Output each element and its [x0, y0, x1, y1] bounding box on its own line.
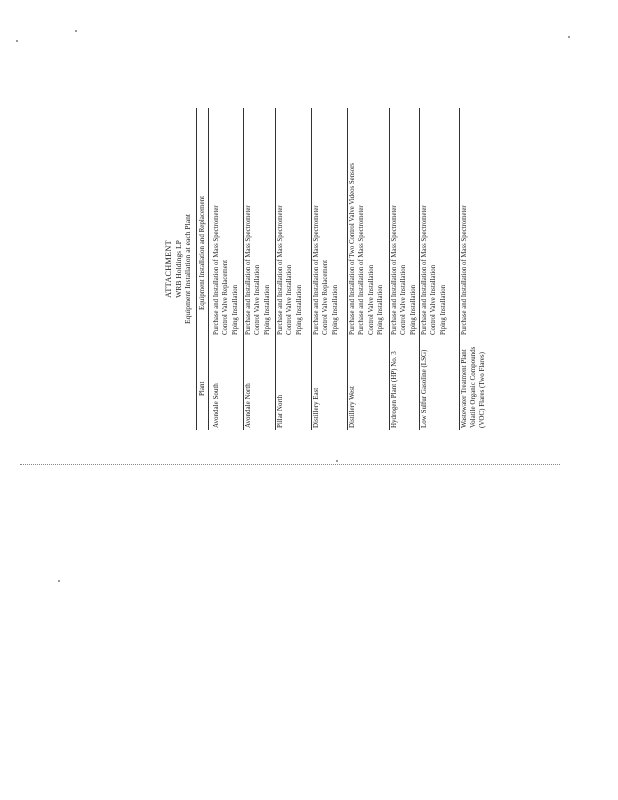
equipment-list [420, 110, 448, 335]
plant-name [460, 344, 487, 428]
header-rule [208, 108, 209, 430]
plant-name-line: Volatile Organic Compounds [469, 346, 477, 428]
equipment-item: Piping Installation [439, 284, 447, 335]
equipment-list [244, 110, 272, 335]
equipment-item: Piping Installation [376, 284, 384, 335]
equipment-item: Purchase and Installation of Two Control Valve Videos Sensors [349, 162, 356, 335]
column-header-equipment: Equipment Installation and Replacement [198, 195, 206, 310]
page-fold-line [20, 464, 560, 465]
plant-name [312, 344, 321, 428]
plant-name-line: Low Sulfur Gasoline (LSG) [420, 349, 428, 428]
table-top-rule [196, 108, 197, 430]
plant-name-line: Wastewater Treatment Plant [460, 349, 468, 428]
plant-name [390, 344, 399, 428]
column-header-plant: Plant [198, 381, 206, 396]
document-title: ATTACHMENT [164, 240, 173, 298]
equipment-item: Purchase and Installation of Mass Spectrometer [277, 205, 284, 335]
plant-name [276, 344, 285, 428]
equipment-item: Piping Installation [295, 284, 303, 335]
plant-name [348, 344, 357, 428]
equipment-item: Control Valve Installation [400, 264, 408, 335]
equipment-item: Piping Installation [263, 284, 271, 335]
equipment-item: Control Valve Replacement [322, 260, 330, 335]
plant-name [244, 344, 253, 428]
equipment-item: Purchase and Installation of Mass Spectrometer [391, 205, 398, 335]
company-name: WRB Holdings LP [174, 240, 183, 298]
scan-speck [75, 30, 77, 32]
equipment-item: Control Valve Replacement [222, 260, 230, 335]
equipment-list [276, 110, 304, 335]
plant-name-line: Avondale North [244, 383, 252, 428]
equipment-item: Control Valve Installation [367, 264, 375, 335]
rotated-page [160, 108, 542, 430]
plant-name-line: Pillar North [276, 394, 284, 428]
document-subtitle: Equipment Installation at each Plant [183, 213, 192, 325]
equipment-list [312, 110, 340, 335]
equipment-item: Purchase and Installation of Mass Spectrometer [421, 205, 428, 335]
plant-name [212, 344, 221, 428]
equipment-item: Purchase and Installation of Mass Spectrometer [213, 205, 220, 335]
equipment-list [390, 110, 418, 335]
plant-name-line: Avondale South [212, 383, 220, 428]
equipment-list [348, 110, 385, 335]
equipment-item: Piping Installation [409, 284, 417, 335]
plant-name-line: Distillery East [312, 387, 320, 428]
plant-name-line: (VOC) Flares (Two Flares) [478, 352, 486, 428]
plant-name-line: Distillery West [348, 386, 356, 428]
equipment-item: Purchase and Installation of Mass Spectrometer [245, 205, 252, 335]
equipment-item: Piping Installation [231, 284, 239, 335]
scan-speck [16, 40, 18, 42]
equipment-item: Purchase and Installation of Mass Spectrometer [461, 205, 468, 335]
scan-speck [336, 460, 338, 462]
equipment-item: Control Valve Installation [430, 264, 438, 335]
plant-name [420, 344, 429, 428]
equipment-item: Piping Installation [331, 284, 339, 335]
equipment-list [460, 110, 469, 335]
equipment-list [212, 110, 240, 335]
equipment-item: Purchase and Installation of Mass Spectrometer [313, 205, 320, 335]
equipment-item: Purchase and Installation of Mass Spectrometer [358, 205, 366, 335]
scan-speck [58, 580, 60, 582]
equipment-item: Control Valve Installation [286, 264, 294, 335]
equipment-item: Control Valve Installation [254, 264, 262, 335]
plant-name-line: Hydrogen Plant (HP) No. 3 [390, 351, 398, 428]
scan-speck [568, 36, 570, 38]
